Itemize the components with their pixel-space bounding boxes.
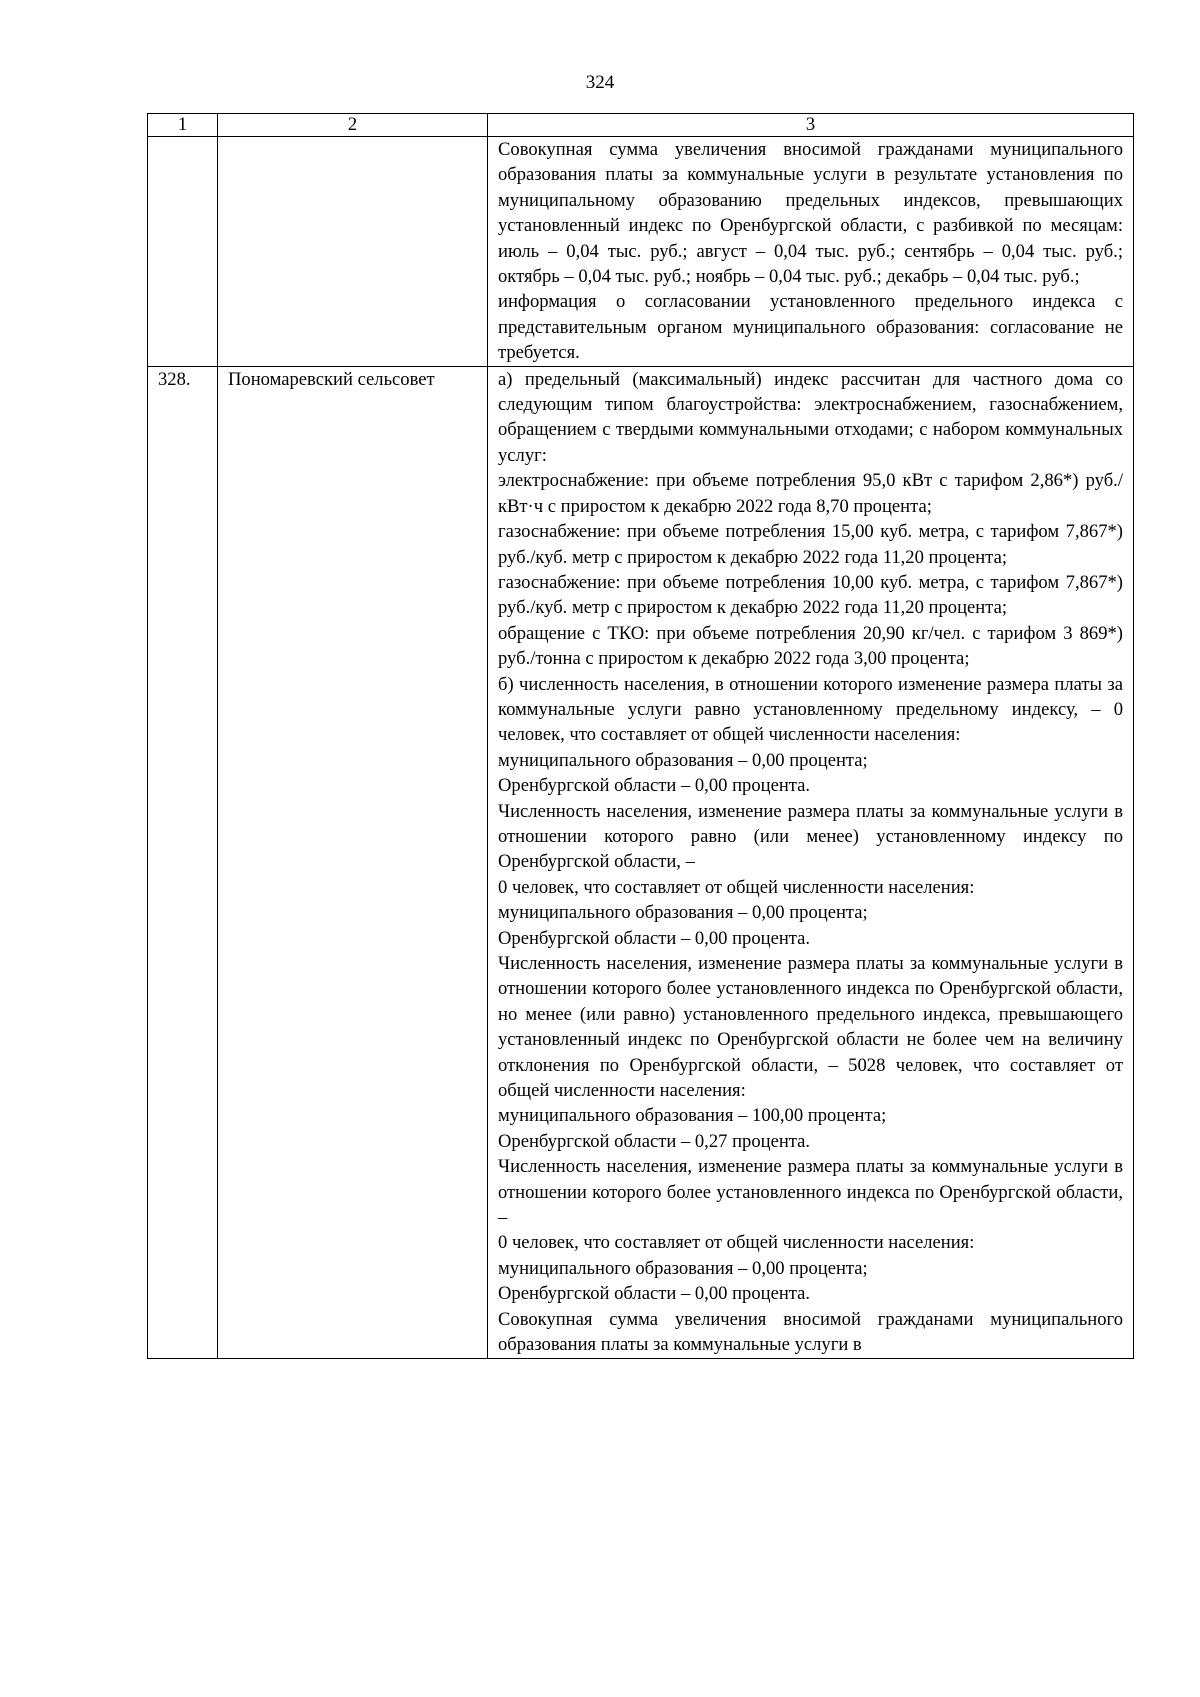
data-table xyxy=(147,113,1134,1359)
row-number-cell: 328. xyxy=(148,366,218,1358)
paragraph: муниципального образования – 0,00 процента; xyxy=(498,749,868,771)
column-header-2: 2 xyxy=(218,114,488,137)
paragraph: Численность населения, изменение размера платы за коммунальные услуги в отношении которого равно (или менее) установленному индексу по Оренбургской области, – xyxy=(498,800,1123,873)
paragraph: Численность населения, изменение размера платы за коммунальные услуги в отношении которого более установленного индекса по Оренбургской области, но менее (или равно) установленного предельного индекса, превышающего установленный индекс по Оренбургской области не более чем на величину отклонения по Оренбургской области, – 5028 человек, что составляет от общей численности населения: xyxy=(498,953,1123,1102)
paragraph: Совокупная сумма увеличения вносимой гражданами муниципального образования платы за коммунальные услуги в результате установления по муниципальному образованию предельных индексов, превышающих установленный индекс по Оренбургской области, с разбивкой по месяцам: июль – 0,04 тыс. руб.; август – 0,04 тыс. руб.; сентябрь – 0,04 тыс. руб.; октябрь – 0,04 тыс. руб.; ноябрь – 0,04 тыс. руб.; декабрь – 0,04 тыс. руб.; xyxy=(498,139,1123,288)
paragraph: б) численность населения, в отношении которого изменение размера платы за коммунальные услуги равно установленному предельному индексу, – 0 человек, что составляет от общей численности населения: xyxy=(498,673,1123,746)
paragraph: Оренбургской области – 0,27 процента. xyxy=(498,1130,811,1152)
paragraph: Численность населения, изменение размера платы за коммунальные услуги в отношении которого более установленного индекса по Оренбургской области, – xyxy=(498,1156,1123,1229)
table-header-row xyxy=(148,114,1134,137)
table-row xyxy=(148,366,1134,1358)
page-number: 324 xyxy=(585,72,615,93)
paragraph: Совокупная сумма увеличения вносимой гражданами муниципального образования платы за коммунальные услуги в xyxy=(498,1308,1123,1356)
paragraph: 0 человек, что составляет от общей численности населения: xyxy=(498,1232,975,1254)
paragraph: Оренбургской области – 0,00 процента. xyxy=(498,1283,811,1305)
paragraph: информация о согласовании установленного предельного индекса с представительным органом муниципального образования: согласование не требуется. xyxy=(498,291,1123,364)
description-cell xyxy=(488,366,1134,1358)
paragraph: Оренбургской области – 0,00 процента. xyxy=(498,775,811,797)
paragraph: а) предельный (максимальный) индекс рассчитан для частного дома со следующим типом благоустройства: электроснабжением, газоснабжением, обращением с твердыми коммунальными отходами; с набором коммунальных услуг: xyxy=(498,368,1123,466)
municipality-name-cell: Пономаревский сельсовет xyxy=(218,366,488,1358)
table-row xyxy=(148,137,1134,367)
paragraph: муниципального образования – 100,00 процента; xyxy=(498,1105,887,1127)
paragraph: Оренбургской области – 0,00 процента. xyxy=(498,927,811,949)
column-header-3: 3 xyxy=(488,114,1134,137)
paragraph: муниципального образования – 0,00 процента; xyxy=(498,902,868,924)
paragraph: газоснабжение: при объеме потребления 15,00 куб. метра, с тарифом 7,867*) руб./куб. метр с приростом к декабрю 2022 года 11,20 процента; xyxy=(498,521,1123,568)
paragraph: газоснабжение: при объеме потребления 10,00 куб. метра, с тарифом 7,867*) руб./куб. метр с приростом к декабрю 2022 года 11,20 процента; xyxy=(498,571,1123,619)
municipality-name-cell xyxy=(218,137,488,367)
column-header-1: 1 xyxy=(148,114,218,137)
paragraph: муниципального образования – 0,00 процента; xyxy=(498,1257,868,1279)
paragraph: электроснабжение: при объеме потребления 95,0 кВт с тарифом 2,86*) руб./кВт·ч с приростом к декабрю 2022 года 8,70 процента; xyxy=(498,470,1123,517)
paragraph: обращение с ТКО: при объеме потребления 20,90 кг/чел. с тарифом 3 869*) руб./тонна с приростом к декабрю 2022 года 3,00 процента; xyxy=(498,622,1123,670)
row-number-cell xyxy=(148,137,218,367)
paragraph: 0 человек, что составляет от общей численности населения: xyxy=(498,876,975,898)
description-cell xyxy=(488,137,1134,367)
